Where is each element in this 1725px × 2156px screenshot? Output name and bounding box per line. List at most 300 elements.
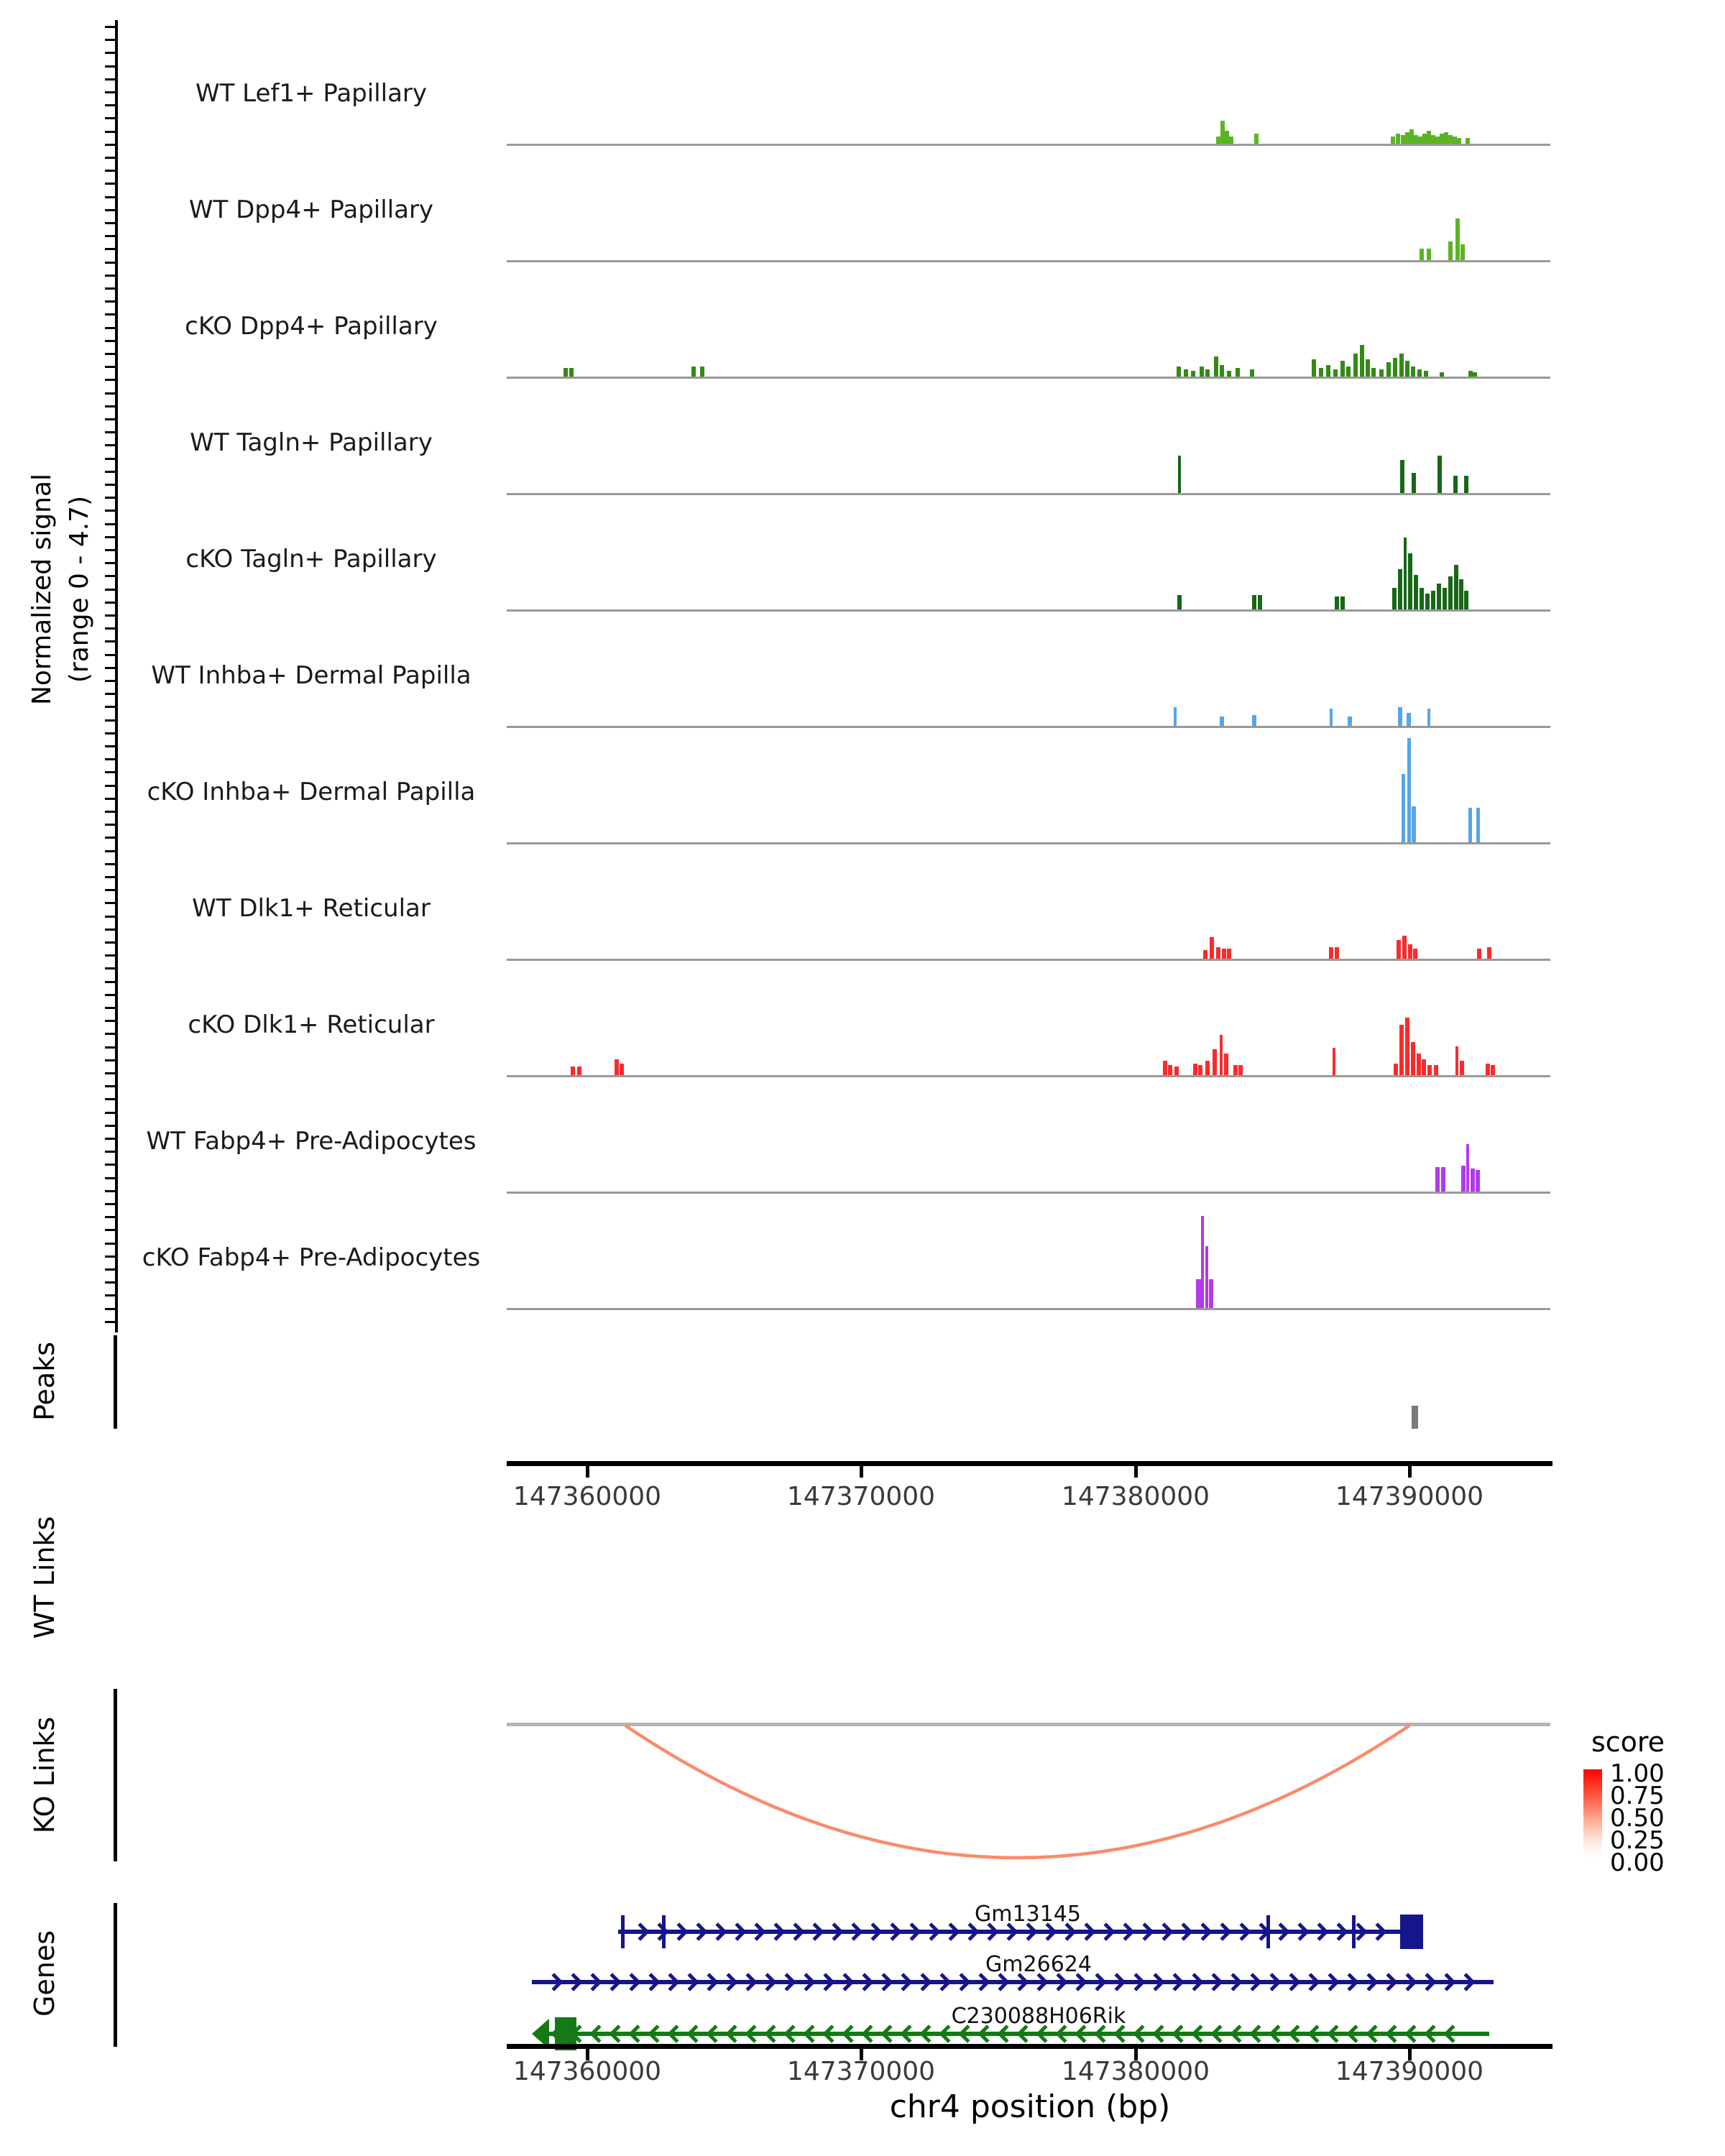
signal-axis-minor-tick [105, 366, 115, 368]
genomic-axis-tick-label: 147380000 [1061, 1482, 1210, 1511]
strand-arrow-right-icon [631, 1922, 649, 1940]
track-label: cKO Fabp4+ Pre-Adipocytes [142, 1243, 481, 1272]
strand-arrow-left-icon [803, 2024, 821, 2042]
signal-peak-bar [1326, 365, 1330, 377]
signal-axis-minor-tick [105, 523, 115, 525]
strand-arrow-right-icon [1271, 1922, 1289, 1940]
signal-axis-minor-tick [105, 889, 115, 891]
gene-name-label: Gm13145 [975, 1902, 1081, 1927]
genomic-axis-tick-label: 147390000 [1335, 1482, 1484, 1511]
track-label: WT Lef1+ Papillary [195, 79, 428, 108]
signal-axis-minor-tick [105, 876, 115, 878]
signal-peak-bar [1174, 707, 1177, 726]
strand-arrow-left-icon [764, 2024, 782, 2042]
signal-peak-bar [1333, 369, 1338, 377]
signal-peak-bar [1250, 369, 1254, 377]
strand-arrow-right-icon [642, 1973, 660, 1991]
signal-peak-bar [577, 1067, 581, 1075]
signal-axis-minor-tick [105, 392, 115, 395]
signal-peak-bar [1412, 806, 1416, 842]
signal-peak-bar [1200, 367, 1204, 377]
signal-axis-minor-tick [105, 471, 115, 473]
signal-peak-bar [1420, 588, 1424, 609]
genomic-axis-tick [586, 1466, 589, 1478]
strand-arrow-right-icon [806, 1922, 824, 1940]
signal-peak-bar [1441, 1167, 1445, 1192]
signal-axis-minor-tick [105, 863, 115, 865]
signal-peak-bar [1399, 354, 1404, 377]
signal-axis-minor-tick [105, 536, 115, 538]
signal-axis-minor-tick [105, 1321, 115, 1323]
signal-axis-minor-tick [105, 1190, 115, 1192]
signal-peak-bar [1353, 354, 1358, 377]
signal-peak-bar [1437, 584, 1441, 609]
strand-arrow-left-icon [1366, 2024, 1384, 2042]
signal-peak-bar [1391, 137, 1395, 144]
strand-arrow-right-icon [836, 1973, 854, 1991]
strand-arrow-right-icon [545, 1973, 563, 1991]
strand-arrow-left-icon [1327, 2024, 1345, 2042]
signal-peak-bar [1393, 358, 1397, 377]
section-label-wt-links: WT Links [29, 1516, 60, 1639]
signal-axis-minor-tick [105, 131, 115, 133]
signal-peak-bar [1210, 937, 1214, 959]
signal-peak-bar [1413, 949, 1417, 959]
signal-peak-bar [1366, 359, 1370, 377]
track-label: WT Dpp4+ Papillary [188, 195, 434, 224]
signal-peak-bar [1193, 1064, 1197, 1075]
score-legend-label-025: 0.25 [1610, 1826, 1665, 1855]
signal-peak-bar [1424, 371, 1428, 377]
strand-arrow-right-icon [1399, 1973, 1417, 1991]
track-label: cKO Dlk1+ Reticular [188, 1010, 435, 1039]
strand-arrow-right-icon [1310, 1922, 1328, 1940]
score-legend-label-075: 0.75 [1610, 1782, 1665, 1810]
signal-peak-bar [1258, 595, 1262, 609]
signal-peak-bar [1471, 1169, 1475, 1192]
signal-peak-bar [1205, 369, 1210, 377]
signal-axis-minor-tick [105, 379, 115, 381]
strand-arrow-right-icon [748, 1922, 765, 1940]
signal-peak-bar [1191, 371, 1195, 377]
y-axis-label-line1: Normalized signal [27, 473, 57, 706]
strand-arrow-right-icon [1224, 1973, 1242, 1991]
signal-axis-minor-tick [105, 602, 115, 604]
strand-arrow-right-icon [603, 1973, 621, 1991]
signal-peak-bar [1448, 576, 1453, 609]
signal-peak-bar [1198, 1065, 1202, 1075]
genomic-axis-tick-label: 147370000 [786, 1482, 936, 1511]
signal-peak-bar [1405, 1018, 1409, 1075]
signal-peak-bar [1177, 595, 1182, 609]
signal-axis-minor-tick [105, 1203, 115, 1205]
signal-peak-bar [1394, 1064, 1398, 1075]
gene-name-label: C230088H06Rik [951, 2004, 1126, 2029]
signal-axis-minor-tick [105, 287, 115, 290]
signal-peak-bar [1340, 361, 1345, 377]
signal-peak-bar [1398, 707, 1402, 726]
signal-axis-minor-tick [105, 510, 115, 512]
signal-peak-bar [1229, 137, 1233, 144]
strand-arrow-left-icon [648, 2024, 666, 2042]
signal-peak-bar [1417, 1054, 1421, 1075]
track-label: cKO Inhba+ Dermal Papilla [147, 778, 476, 806]
signal-axis-minor-tick [105, 575, 115, 577]
section-label-ko-links: KO Links [29, 1716, 60, 1834]
signal-peak-bar [1466, 138, 1470, 144]
track-baseline [507, 144, 1550, 146]
y-axis-label [24, 316, 103, 862]
signal-peak-bar [1348, 717, 1352, 726]
strand-arrow-right-icon [1233, 1922, 1251, 1940]
signal-peak-bar [1412, 473, 1416, 493]
signal-peak-bar [1233, 1065, 1238, 1075]
strand-arrow-right-icon [739, 1973, 757, 1991]
score-legend-label-100: 1.00 [1610, 1759, 1665, 1788]
signal-peak-bar [1335, 596, 1339, 609]
signal-axis-minor-tick [105, 458, 115, 460]
signal-axis-minor-tick [105, 1007, 115, 1009]
signal-peak-bar [571, 1067, 575, 1075]
signal-peak-bar [1457, 138, 1461, 144]
signal-axis-minor-tick [105, 300, 115, 303]
signal-axis-minor-tick [105, 693, 115, 695]
signal-axis-minor-tick [105, 1112, 115, 1114]
signal-axis-minor-tick [105, 1216, 115, 1218]
signal-axis-minor-tick [105, 627, 115, 630]
signal-axis-minor-tick [105, 967, 115, 969]
track-label: WT Tagln+ Papillary [190, 428, 433, 457]
signal-peak-bar [1205, 1246, 1208, 1308]
signal-axis-minor-tick [105, 824, 115, 826]
signal-axis-minor-tick [105, 771, 115, 773]
signal-axis-minor-tick [105, 954, 115, 957]
strand-arrow-right-icon [1291, 1922, 1309, 1940]
exon-boundary-tick [1266, 1915, 1270, 1948]
strand-arrow-right-icon [1457, 1973, 1475, 1991]
signal-peak-bar [1319, 368, 1323, 377]
signal-peak-bar [1404, 538, 1407, 609]
signal-axis-minor-tick [105, 144, 115, 146]
strand-arrow-right-icon [1243, 1973, 1261, 1991]
track-baseline [507, 959, 1550, 961]
terminal-exon-box [1400, 1915, 1423, 1949]
strand-arrow-left-icon [745, 2024, 763, 2042]
signal-axis-minor-tick [105, 1059, 115, 1061]
strand-arrow-right-icon [1302, 1973, 1320, 1991]
strand-arrow-right-icon [1263, 1973, 1281, 1991]
signal-axis-minor-tick [105, 640, 115, 642]
strand-arrow-left-icon [589, 2024, 607, 2042]
signal-peak-bar [1396, 134, 1400, 144]
signal-peak-bar [1427, 709, 1430, 726]
strand-arrow-right-icon [689, 1922, 707, 1940]
signal-peak-bar [1411, 367, 1415, 377]
strand-arrow-right-icon [719, 1973, 737, 1991]
signal-peak-bar [1224, 1054, 1228, 1075]
strand-arrow-right-icon [1438, 1973, 1455, 1991]
track-baseline [507, 377, 1550, 379]
signal-axis-minor-tick [105, 1098, 115, 1100]
signal-peak-bar [1213, 1049, 1217, 1075]
signal-axis-minor-tick [105, 248, 115, 250]
genomic-axis-tick-label: 147380000 [1061, 2057, 1210, 2086]
signal-peak-bar [1163, 1061, 1167, 1075]
signal-axis-minor-tick [105, 275, 115, 277]
called-peak-bar [1412, 1406, 1418, 1429]
strand-arrow-right-icon [681, 1973, 699, 1991]
genomic-axis-tick-label: 147360000 [512, 1482, 662, 1511]
signal-peak-bar [1379, 369, 1384, 377]
signal-peak-bar [1417, 369, 1422, 377]
signal-peak-bar [1220, 365, 1224, 377]
track-baseline [507, 493, 1550, 495]
signal-axis-minor-tick [105, 1281, 115, 1284]
section-label-peaks: Peaks [29, 1341, 60, 1422]
strand-arrow-right-icon [1321, 1973, 1339, 1991]
signal-axis-minor-tick [105, 811, 115, 813]
signal-peak-bar [1408, 944, 1412, 959]
strand-arrow-left-icon [1288, 2024, 1306, 2042]
signal-peak-bar [1329, 947, 1333, 959]
signal-peak-bar [1454, 565, 1458, 609]
strand-arrow-left-icon [783, 2024, 801, 2042]
signal-peak-bar [1486, 1064, 1490, 1075]
strand-arrow-right-icon [1379, 1973, 1397, 1991]
strand-arrow-left-icon [1249, 2024, 1267, 2042]
y-axis-label-line2: (range 0 - 4.7) [65, 495, 94, 683]
genomic-axis-tick-label: 147390000 [1335, 2057, 1484, 2086]
strand-arrow-left-icon [686, 2024, 704, 2042]
ko-links-topline [507, 1723, 1550, 1726]
track-label: WT Dlk1+ Reticular [192, 894, 431, 923]
genomic-axis-tick-label: 147370000 [786, 2057, 936, 2086]
strand-arrow-right-icon [700, 1973, 718, 1991]
signal-axis-minor-tick [105, 235, 115, 237]
score-legend-gradient-bar [1583, 1769, 1602, 1858]
strand-arrow-left-icon [1424, 2024, 1442, 2042]
track-label: WT Fabp4+ Pre-Adipocytes [146, 1127, 477, 1156]
signal-peak-bar [700, 367, 704, 377]
signal-peak-bar [1252, 715, 1256, 726]
section-label-genes: Genes [29, 1930, 60, 2017]
signal-peak-bar [1422, 1059, 1426, 1075]
signal-peak-bar [1440, 372, 1444, 377]
signal-peak-bar [1434, 1065, 1438, 1075]
signal-peak-bar [1460, 244, 1465, 260]
signal-peak-bar [1400, 460, 1404, 493]
signal-peak-bar [1227, 949, 1231, 959]
signal-peak-bar [1184, 369, 1188, 377]
signal-peak-bar [1201, 1216, 1204, 1308]
signal-peak-bar [1236, 368, 1240, 377]
score-legend [1567, 1725, 1725, 1883]
strand-arrow-right-icon [767, 1922, 785, 1940]
exon-boundary-tick [621, 1915, 625, 1948]
signal-peak-bar [1443, 588, 1447, 609]
track-baseline [507, 260, 1550, 262]
strand-arrow-right-icon [1213, 1922, 1231, 1940]
signal-peak-bar [1431, 591, 1435, 609]
signal-peak-bar [1414, 575, 1418, 609]
signal-peak-bar [1227, 371, 1231, 377]
genomic-axis-tick [860, 1466, 863, 1478]
signal-peak-bar [1203, 950, 1208, 959]
signal-peak-bar [1333, 1048, 1335, 1075]
signal-axis-minor-tick [105, 484, 115, 486]
signal-peak-bar [1438, 456, 1442, 493]
signal-axis-minor-tick [105, 170, 115, 172]
track-baseline [507, 1075, 1550, 1077]
signal-peak-bar [1392, 588, 1397, 609]
signal-axis-minor-tick [105, 745, 115, 747]
exon-boundary-tick [662, 1915, 666, 1948]
strand-arrow-right-icon [564, 1973, 582, 1991]
signal-peak-bar [1427, 249, 1431, 260]
track-label: cKO Dpp4+ Papillary [185, 312, 438, 341]
track-baseline [507, 726, 1550, 728]
signal-peak-bar [1254, 134, 1259, 144]
signal-peak-bar [1464, 476, 1468, 493]
signal-axis-minor-tick [105, 929, 115, 931]
signal-peak-bar [1386, 362, 1391, 377]
signal-peak-bar [1178, 456, 1181, 493]
signal-peak-bar [1216, 947, 1220, 959]
exon-boundary-tick [1352, 1915, 1356, 1948]
signal-peak-bar [1491, 1065, 1495, 1075]
signal-peak-bar [1420, 249, 1424, 260]
score-legend-label-000: 0.00 [1610, 1848, 1665, 1877]
strand-arrow-left-icon [1404, 2024, 1422, 2042]
track-baseline [507, 609, 1550, 612]
signal-axis-minor-tick [105, 850, 115, 852]
signal-axis-minor-tick [105, 589, 115, 591]
strand-arrow-right-icon [825, 1922, 843, 1940]
signal-peak-bar [1335, 947, 1339, 959]
gene-name-label: Gm26624 [985, 1952, 1092, 1977]
signal-axis-minor-tick [105, 418, 115, 420]
signal-axis-minor-tick [105, 117, 115, 119]
strand-arrow-right-icon [1340, 1973, 1358, 1991]
signal-peak-bar [1398, 569, 1402, 609]
track-baseline [507, 1308, 1550, 1310]
signal-peak-bar [1455, 218, 1460, 260]
signal-axis-minor-tick [105, 654, 115, 656]
strand-arrow-right-icon [816, 1973, 834, 1991]
strand-arrow-right-icon [1418, 1973, 1436, 1991]
signal-peak-bar [1205, 1061, 1210, 1075]
signal-peak-bar [1407, 713, 1411, 726]
signal-axis-minor-tick [105, 758, 115, 760]
signal-peak-bar [1168, 1065, 1172, 1075]
signal-peak-bar [1487, 947, 1491, 959]
signal-axis-minor-tick [105, 183, 115, 185]
signal-peak-bar [1411, 1042, 1415, 1075]
strand-arrow-right-icon [1368, 1922, 1386, 1940]
signal-axis-minor-tick [105, 1164, 115, 1166]
signal-peak-bar [1399, 1025, 1404, 1075]
ko-link-arc [625, 1726, 1409, 1858]
signal-peak-bar [1360, 345, 1364, 377]
signal-peak-bar [1220, 1035, 1223, 1075]
signal-axis-minor-tick [105, 1308, 115, 1310]
x-axis-title: chr4 position (bp) [889, 2088, 1171, 2125]
genomic-axis-tick [1134, 1466, 1138, 1478]
signal-peak-bar [1455, 1046, 1458, 1075]
strand-arrow-right-icon [622, 1973, 640, 1991]
strand-arrow-right-icon [1360, 1973, 1378, 1991]
signal-peak-bar [1252, 595, 1256, 609]
signal-axis-minor-tick [105, 994, 115, 996]
signal-peak-bar [1371, 368, 1376, 377]
signal-peak-bar [1177, 367, 1181, 377]
signal-axis-minor-tick [105, 1294, 115, 1296]
signal-peak-bar [564, 368, 568, 377]
signal-peak-bar [1476, 808, 1480, 842]
strand-arrow-left-icon [706, 2024, 724, 2042]
signal-axis-minor-tick [105, 157, 115, 159]
signal-axis-minor-tick [105, 719, 115, 722]
strand-arrow-left-icon [842, 2024, 860, 2042]
peaks-bracket [114, 1335, 117, 1429]
signal-peak-bar [1397, 940, 1401, 959]
signal-peak-bar [1330, 709, 1333, 726]
signal-peak-bar [1220, 717, 1224, 726]
signal-peak-bar [1405, 361, 1409, 377]
strand-arrow-left-icon [609, 2024, 627, 2042]
strand-arrow-left-icon [1230, 2024, 1248, 2042]
strand-arrow-left-icon [1443, 2024, 1461, 2042]
genomic-axis-tick [1408, 1466, 1412, 1478]
strand-arrow-right-icon [1330, 1922, 1348, 1940]
signal-peak-bar [1425, 594, 1430, 609]
signal-peak-bar [1464, 591, 1468, 609]
signal-peak-bar [1435, 1167, 1440, 1192]
strand-arrow-left-icon [1346, 2024, 1364, 2042]
strand-arrow-left-icon [725, 2024, 743, 2042]
signal-axis-minor-tick [105, 837, 115, 839]
signal-axis-minor-tick [105, 941, 115, 944]
signal-axis-minor-tick [105, 732, 115, 734]
signal-peak-bar [691, 367, 696, 377]
signal-axis-minor-tick [105, 39, 115, 41]
strand-arrow-left-icon [822, 2024, 840, 2042]
strand-arrow-right-icon [728, 1922, 746, 1940]
top-genomic-axis [507, 1461, 1552, 1466]
signal-peak-bar [1408, 553, 1412, 609]
signal-peak-bar [1453, 476, 1458, 493]
strand-arrow-right-icon [650, 1922, 668, 1940]
signal-axis-minor-tick [105, 52, 115, 54]
strand-arrow-right-icon [1282, 1973, 1300, 1991]
signal-axis-minor-tick [105, 981, 115, 983]
signal-axis-minor-tick [105, 1072, 115, 1074]
track-baseline [507, 1192, 1550, 1194]
strand-arrow-right-icon [758, 1973, 776, 1991]
signal-peak-bar [1459, 579, 1463, 609]
strand-arrow-left-icon [667, 2024, 685, 2042]
signal-axis-minor-tick [105, 405, 115, 407]
signal-axis-minor-tick [105, 26, 115, 28]
signal-peak-bar [1402, 936, 1407, 959]
strand-arrow-left-icon [1269, 2024, 1287, 2042]
signal-peak-bar [1402, 774, 1405, 842]
signal-peak-bar [1461, 1166, 1466, 1192]
signal-peak-bar [1312, 359, 1316, 377]
strand-arrow-left-icon [1307, 2024, 1325, 2042]
track-baseline [507, 842, 1550, 844]
strand-arrow-right-icon [661, 1973, 679, 1991]
